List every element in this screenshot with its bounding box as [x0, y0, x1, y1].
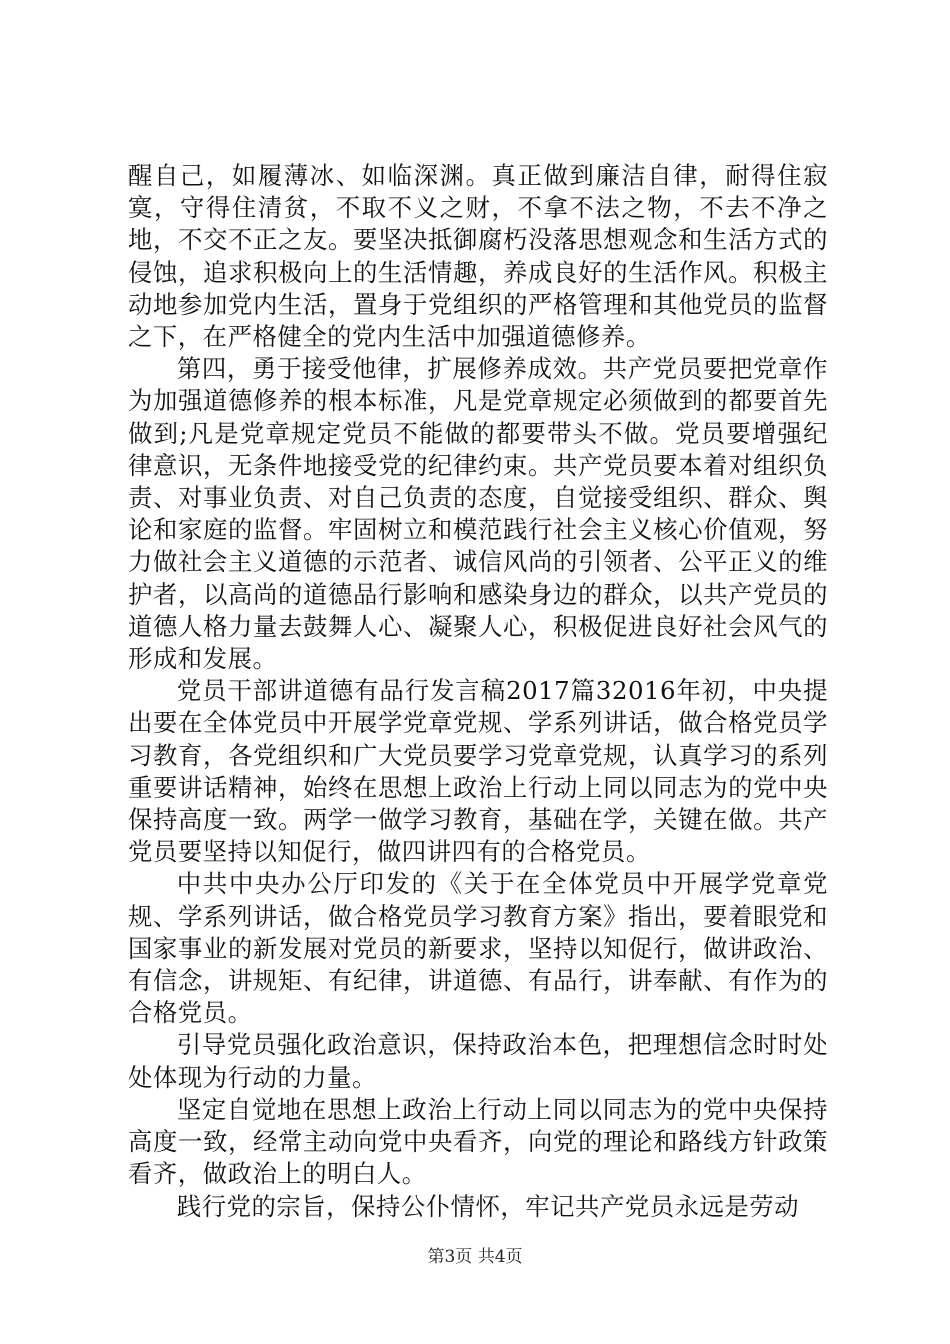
paragraph-3: 党员干部讲道德有品行发言稿2017篇32016年初，中央提出要在全体党员中开展学党章党规、学系列讲话，做合格党员学习教育，各党组织和广大党员要学习党章党规，认真学习的系列重要讲话精神，始终在思想上政治上行动上同以同志为的党中央保持高度一致。两学一做学习教育，基础在学，关键在做。共产党员要坚持以知促行，做四讲四有的合格党员。 [128, 676, 828, 867]
page-number-label: 第3页 共4页 [427, 1247, 523, 1267]
paragraph-6: 坚定自觉地在思想上政治上行动上同以同志为的党中央保持高度一致，经常主动向党中央看齐，向党的理论和路线方针政策看齐，做政治上的明白人。 [128, 1094, 828, 1189]
paragraph-1-continued: 醒自己，如履薄冰、如临深渊。真正做到廉洁自律，耐得住寂寞，守得住清贫，不取不义之财，不拿不法之物，不去不净之地，不交不正之友。要坚决抵御腐朽没落思想观念和生活方式的侵蚀，追求积极向上的生活情趣，养成良好的生活作风。积极主动地参加党内生活，置身于党组织的严格管理和其他党员的监督之下，在严格健全的党内生活中加强道德修养。 [128, 161, 828, 352]
paragraph-5: 引导党员强化政治意识，保持政治本色，把理想信念时时处处体现为行动的力量。 [128, 1030, 828, 1092]
document-body [128, 160, 828, 1223]
paragraph-4: 中共中央办公厅印发的《关于在全体党员中开展学党章党规、学系列讲话，做合格党员学习教育方案》指出，要着眼党和国家事业的新发展对党员的新要求，坚持以知促行，做讲政治、有信念，讲规矩、有纪律，讲道德、有品行，讲奉献、有作为的合格党员。 [128, 869, 828, 1028]
page-footer [0, 1246, 950, 1268]
paragraph-7: 践行党的宗旨，保持公仆情怀，牢记共产党员永远是劳动 [176, 1191, 800, 1221]
paragraph-2: 第四，勇于接受他律，扩展修养成效。共产党员要把党章作为加强道德修养的根本标准，凡是党章规定必须做到的都要首先做到;凡是党章规定党员不能做的都要带头不做。党员要增强纪律意识，无条件地接受党的纪律约束。共产党员要本着对组织负责、对事业负责、对自己负责的态度，自觉接受组织、群众、舆论和家庭的监督。牢固树立和模范践行社会主义核心价值观，努力做社会主义道德的示范者、诚信风尚的引领者、公平正义的维护者，以高尚的道德品行影响和感染身边的群众，以共产党员的道德人格力量去鼓舞人心、凝聚人心，积极促进良好社会风气的形成和发展。 [128, 354, 828, 674]
